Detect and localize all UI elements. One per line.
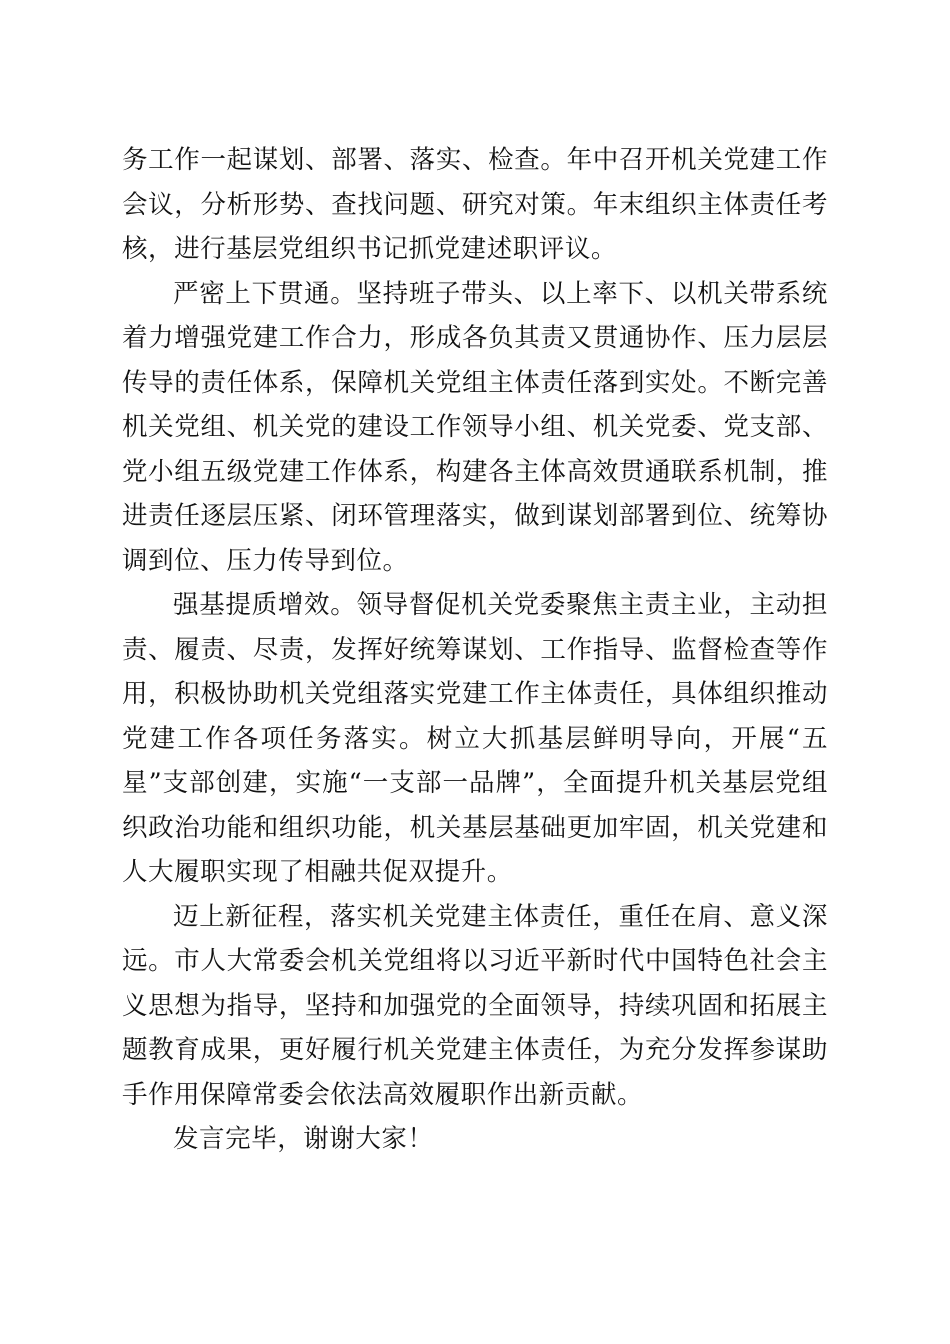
paragraph-continuation: 务工作一起谋划、部署、落实、检查。年中召开机关党建工作会议，分析形势、查找问题、研究对策。年末组织主体责任考核，进行基层党组织书记抓党建述职评议。 xyxy=(122,145,828,264)
paragraph-closing: 发言完毕，谢谢大家！ xyxy=(173,1124,434,1154)
paragraph-strict-coordination: 严密上下贯通。坚持班子带头、以上率下、以机关带系统着力增强党建工作合力，形成各负其责又贯通协作、压力层层传导的责任体系，保障机关党组主体责任落到实处。不断完善机关党组、机关党的建设工作领导小组、机关党委、党支部、党小组五级党建工作体系，构建各主体高效贯通联系机制，推进责任逐层压紧、闭环管理落实，做到谋划部署到位、统筹协调到位、压力传导到位。 xyxy=(122,278,828,576)
paragraph-new-journey: 迈上新征程，落实机关党建主体责任，重任在肩、意义深远。市人大常委会机关党组将以习近平新时代中国特色社会主义思想为指导，坚持和加强党的全面领导，持续巩固和拓展主题教育成果，更好履行机关党建主体责任，为充分发挥参谋助手作用保障常委会依法高效履职作出新贡献。 xyxy=(122,901,828,1110)
paragraph-strengthen-foundation: 强基提质增效。领导督促机关党委聚焦主责主业，主动担责、履责、尽责，发挥好统筹谋划、工作指导、监督检查等作用，积极协助机关党组落实党建工作主体责任，具体组织推动党建工作各项任务落实。树立大抓基层鲜明导向，开展“五星”支部创建，实施“一支部一品牌”，全面提升机关基层党组织政治功能和组织功能，机关基层基础更加牢固，机关党建和人大履职实现了相融共促双提升。 xyxy=(122,590,828,887)
document-body xyxy=(122,138,828,1162)
